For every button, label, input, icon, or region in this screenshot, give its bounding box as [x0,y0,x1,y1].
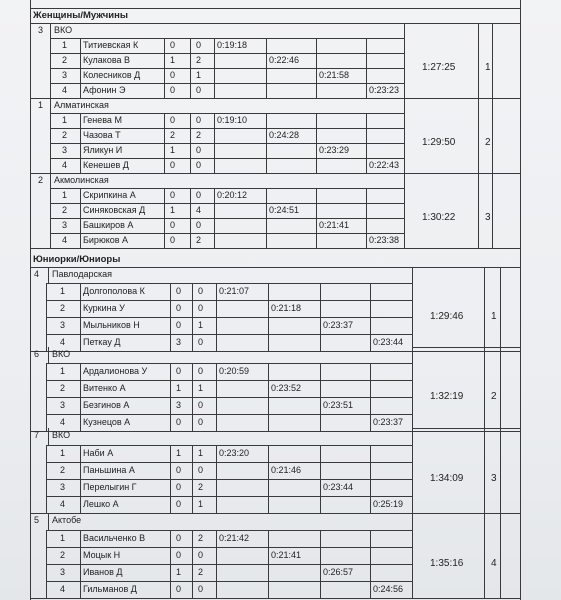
team-region: ВКО [54,25,73,35]
penalty-a: 3 [176,400,182,410]
athlete-time: 0:23:38 [369,235,400,245]
grid-line [50,203,404,204]
penalty-b: 0 [196,40,202,50]
athlete-time: 0:21:46 [271,465,302,475]
athlete-number: 4 [62,85,68,95]
athlete-number: 2 [60,465,66,475]
athlete-time: 0:20:12 [217,190,248,200]
grid-line [484,347,485,431]
athlete-name: Башкиров А [83,220,134,230]
team-total-time: 1:29:46 [430,311,464,322]
grid-line [50,158,404,159]
athlete-name: Куркина У [83,303,125,313]
penalty-a: 0 [170,190,176,200]
athlete-name: Колесников Д [83,70,141,80]
penalty-a: 0 [170,235,176,245]
grid-line [80,530,81,598]
athlete-name: Витенко А [83,383,126,393]
penalty-a: 0 [176,482,182,492]
grid-line [46,414,412,415]
athlete-name: Генева М [83,115,122,125]
penalty-b: 1 [196,70,202,80]
grid-line [46,530,412,531]
grid-line [50,53,404,54]
grid-line [492,98,493,173]
grid-line [492,23,493,98]
athlete-name: Наби А [83,448,114,458]
grid-line [46,283,412,284]
penalty-b: 1 [198,320,204,330]
athlete-name: Скрипкина А [83,190,136,200]
penalty-a: 0 [176,366,182,376]
penalty-a: 1 [176,448,182,458]
team-number: 2 [38,175,44,185]
athlete-time: 0:23:44 [373,337,404,347]
grid-line [50,143,404,144]
athlete-name: Кулакова В [83,55,131,65]
penalty-a: 1 [170,145,176,155]
athlete-time: 0:19:18 [217,40,248,50]
penalty-b: 0 [198,400,204,410]
athlete-time: 0:21:18 [271,303,302,313]
grid-line [500,347,501,431]
team-number: 3 [38,25,44,35]
grid-line [412,428,413,513]
grid-line [500,513,501,598]
athlete-time: 0:21:41 [271,550,302,560]
grid-line [46,363,412,364]
athlete-number: 3 [62,220,68,230]
penalty-b: 2 [198,567,204,577]
athlete-number: 2 [60,550,66,560]
athlete-name: Мыльников Н [83,320,140,330]
grid-line [492,173,493,248]
grid-line [478,173,479,248]
athlete-time: 0:21:41 [319,220,350,230]
athlete-name: Моцык Н [83,550,121,560]
grid-line [50,23,51,38]
grid-line [46,334,412,335]
grid-line [50,113,404,114]
athlete-name: Петкау Д [83,337,121,347]
athlete-time: 0:23:37 [373,417,404,427]
penalty-b: 2 [198,482,204,492]
athlete-time: 0:23:51 [323,400,354,410]
athlete-time: 0:25:19 [373,499,404,509]
penalty-a: 0 [176,465,182,475]
penalty-b: 0 [196,160,202,170]
grid-line [30,248,520,249]
athlete-name: Васильченко В [83,533,146,543]
grid-line [46,479,412,480]
penalty-a: 2 [170,130,176,140]
grid-line [46,300,412,301]
athlete-number: 2 [62,130,68,140]
team-number: 1 [38,100,44,110]
athlete-name: Титиевская К [83,40,139,50]
penalty-a: 0 [170,40,176,50]
grid-line [50,38,404,39]
athlete-number: 1 [60,286,66,296]
athlete-number: 1 [62,40,68,50]
grid-line [48,513,49,530]
grid-line [46,397,412,398]
grid-line [80,363,81,431]
athlete-number: 4 [60,499,66,509]
team-region: ВКО [52,349,71,359]
penalty-b: 0 [198,584,204,594]
grid-line [404,98,520,99]
penalty-a: 3 [176,337,182,347]
athlete-name: Паньшина А [83,465,135,475]
grid-line [50,98,51,113]
grid-line [404,98,405,173]
athlete-name: Афонин Э [83,85,126,95]
team-total-time: 1:35:16 [430,558,464,569]
athlete-number: 1 [62,190,68,200]
athlete-number: 4 [60,337,66,347]
grid-line [500,267,501,351]
team-place: 4 [491,558,497,569]
grid-line [30,598,520,599]
penalty-b: 2 [196,130,202,140]
penalty-b: 4 [196,205,202,215]
athlete-time: 0:23:44 [323,482,354,492]
grid-line [50,173,51,188]
team-region: Алматинская [54,100,109,110]
athlete-number: 2 [62,205,68,215]
team-number: 7 [34,430,40,440]
grid-line [412,347,520,348]
grid-line [46,564,412,565]
grid-line [50,233,404,234]
grid-line [404,23,520,24]
team-total-time: 1:32:19 [430,391,464,402]
section-header-women-men: Женщины/Мужчины [33,10,128,21]
penalty-b: 0 [198,337,204,347]
grid-line [50,68,404,69]
frame-right [520,0,521,600]
penalty-b: 0 [196,145,202,155]
athlete-name: Бирюков А [83,235,129,245]
athlete-time: 0:22:43 [369,160,400,170]
penalty-b: 2 [198,533,204,543]
penalty-a: 0 [176,286,182,296]
team-region: Павлодарская [52,269,112,279]
grid-line [412,267,520,268]
grid-line [46,445,412,446]
grid-line [46,462,412,463]
team-total-time: 1:34:09 [430,473,464,484]
penalty-a: 1 [176,567,182,577]
grid-line [48,428,49,445]
penalty-b: 0 [196,115,202,125]
team-region: Актобе [52,515,82,525]
athlete-number: 3 [60,567,66,577]
penalty-a: 0 [170,115,176,125]
athlete-number: 3 [60,400,66,410]
penalty-a: 0 [176,550,182,560]
athlete-name: Чазова Т [83,130,121,140]
grid-line [46,380,412,381]
athlete-name: Ардалионова У [83,366,148,376]
athlete-number: 3 [60,482,66,492]
team-region: Акмолинская [54,175,109,185]
grid-line [46,581,412,582]
penalty-a: 0 [176,584,182,594]
athlete-time: 0:20:59 [219,366,250,376]
grid-line [50,83,404,84]
grid-line [404,173,520,174]
grid-line [46,496,412,497]
athlete-name: Иванов Д [83,567,123,577]
penalty-a: 0 [176,499,182,509]
athlete-number: 3 [62,145,68,155]
athlete-time: 0:23:52 [271,383,302,393]
athlete-number: 1 [60,448,66,458]
athlete-time: 0:26:57 [323,567,354,577]
penalty-b: 2 [196,235,202,245]
frame-top [30,8,520,9]
athlete-time: 0:21:07 [219,286,250,296]
penalty-b: 0 [198,465,204,475]
team-place: 1 [485,62,491,73]
team-place: 2 [485,137,491,148]
grid-line [484,428,485,513]
frame-left [30,0,31,600]
grid-line [80,38,81,98]
penalty-a: 0 [170,85,176,95]
team-number: 4 [34,269,40,279]
grid-line [412,428,520,429]
penalty-a: 1 [170,205,176,215]
team-number: 6 [34,349,40,359]
grid-line [478,98,479,173]
athlete-time: 0:19:10 [217,115,248,125]
athlete-name: Кенешев Д [83,160,129,170]
team-region: ВКО [52,430,71,440]
athlete-number: 2 [60,303,66,313]
penalty-a: 1 [170,55,176,65]
athlete-name: Перелыгин Г [83,482,137,492]
penalty-b: 0 [196,85,202,95]
grid-line [80,445,81,513]
athlete-time: 0:24:56 [373,584,404,594]
penalty-a: 0 [170,70,176,80]
team-total-time: 1:27:25 [422,62,456,73]
grid-line [404,173,405,248]
section-header-juniors: Юниорки/Юниоры [33,254,121,265]
grid-line [80,188,81,248]
penalty-a: 1 [176,383,182,393]
grid-line [48,267,49,283]
athlete-number: 1 [60,533,66,543]
athlete-name: Безгинов А [83,400,130,410]
penalty-a: 0 [176,320,182,330]
grid-line [412,267,413,351]
athlete-time: 0:23:20 [219,448,250,458]
athlete-number: 4 [60,584,66,594]
penalty-a: 0 [176,303,182,313]
grid-line [478,23,479,98]
athlete-time: 0:21:58 [319,70,350,80]
grid-line [412,347,413,431]
penalty-b: 0 [198,366,204,376]
grid-line [404,23,405,98]
team-place: 1 [491,311,497,322]
athlete-number: 2 [62,55,68,65]
team-place: 2 [491,391,497,402]
grid-line [80,113,81,173]
athlete-number: 4 [60,417,66,427]
athlete-time: 0:23:37 [323,320,354,330]
penalty-b: 0 [198,303,204,313]
penalty-b: 1 [198,448,204,458]
athlete-time: 0:23:29 [319,145,350,155]
grid-line [46,317,412,318]
athlete-time: 0:21:42 [219,533,250,543]
grid-line [80,283,81,351]
athlete-time: 0:22:46 [269,55,300,65]
athlete-number: 3 [60,320,66,330]
penalty-b: 0 [196,190,202,200]
grid-line [48,347,49,363]
grid-line [50,128,404,129]
athlete-number: 1 [60,366,66,376]
team-place: 3 [485,212,491,223]
athlete-name: Яликун И [83,145,123,155]
team-total-time: 1:29:50 [422,137,456,148]
penalty-b: 0 [198,550,204,560]
team-number: 5 [34,515,40,525]
penalty-b: 1 [198,383,204,393]
athlete-name: Кузнецов А [83,417,131,427]
penalty-a: 0 [170,220,176,230]
athlete-name: Лешко А [83,499,119,509]
athlete-number: 3 [62,70,68,80]
athlete-number: 4 [62,160,68,170]
athlete-number: 4 [62,235,68,245]
team-total-time: 1:30:22 [422,212,456,223]
grid-line [30,351,520,352]
athlete-name: Долгополова К [83,286,145,296]
penalty-b: 2 [196,55,202,65]
penalty-b: 0 [198,286,204,296]
grid-line [30,431,520,432]
athlete-number: 2 [60,383,66,393]
penalty-a: 0 [176,417,182,427]
penalty-a: 0 [170,160,176,170]
penalty-b: 1 [198,499,204,509]
grid-line [484,513,485,598]
athlete-name: Гильманов Д [83,584,137,594]
athlete-number: 1 [62,115,68,125]
penalty-b: 0 [196,220,202,230]
grid-line [500,428,501,513]
grid-line [50,188,404,189]
penalty-b: 0 [198,417,204,427]
athlete-name: Синяковская Д [83,205,146,215]
grid-line [412,513,520,514]
athlete-time: 0:23:23 [369,85,400,95]
grid-line [412,513,413,598]
penalty-a: 0 [176,533,182,543]
grid-line [50,218,404,219]
athlete-time: 0:24:51 [269,205,300,215]
athlete-time: 0:24:28 [269,130,300,140]
grid-line [46,547,412,548]
grid-line [484,267,485,351]
team-place: 3 [491,473,497,484]
